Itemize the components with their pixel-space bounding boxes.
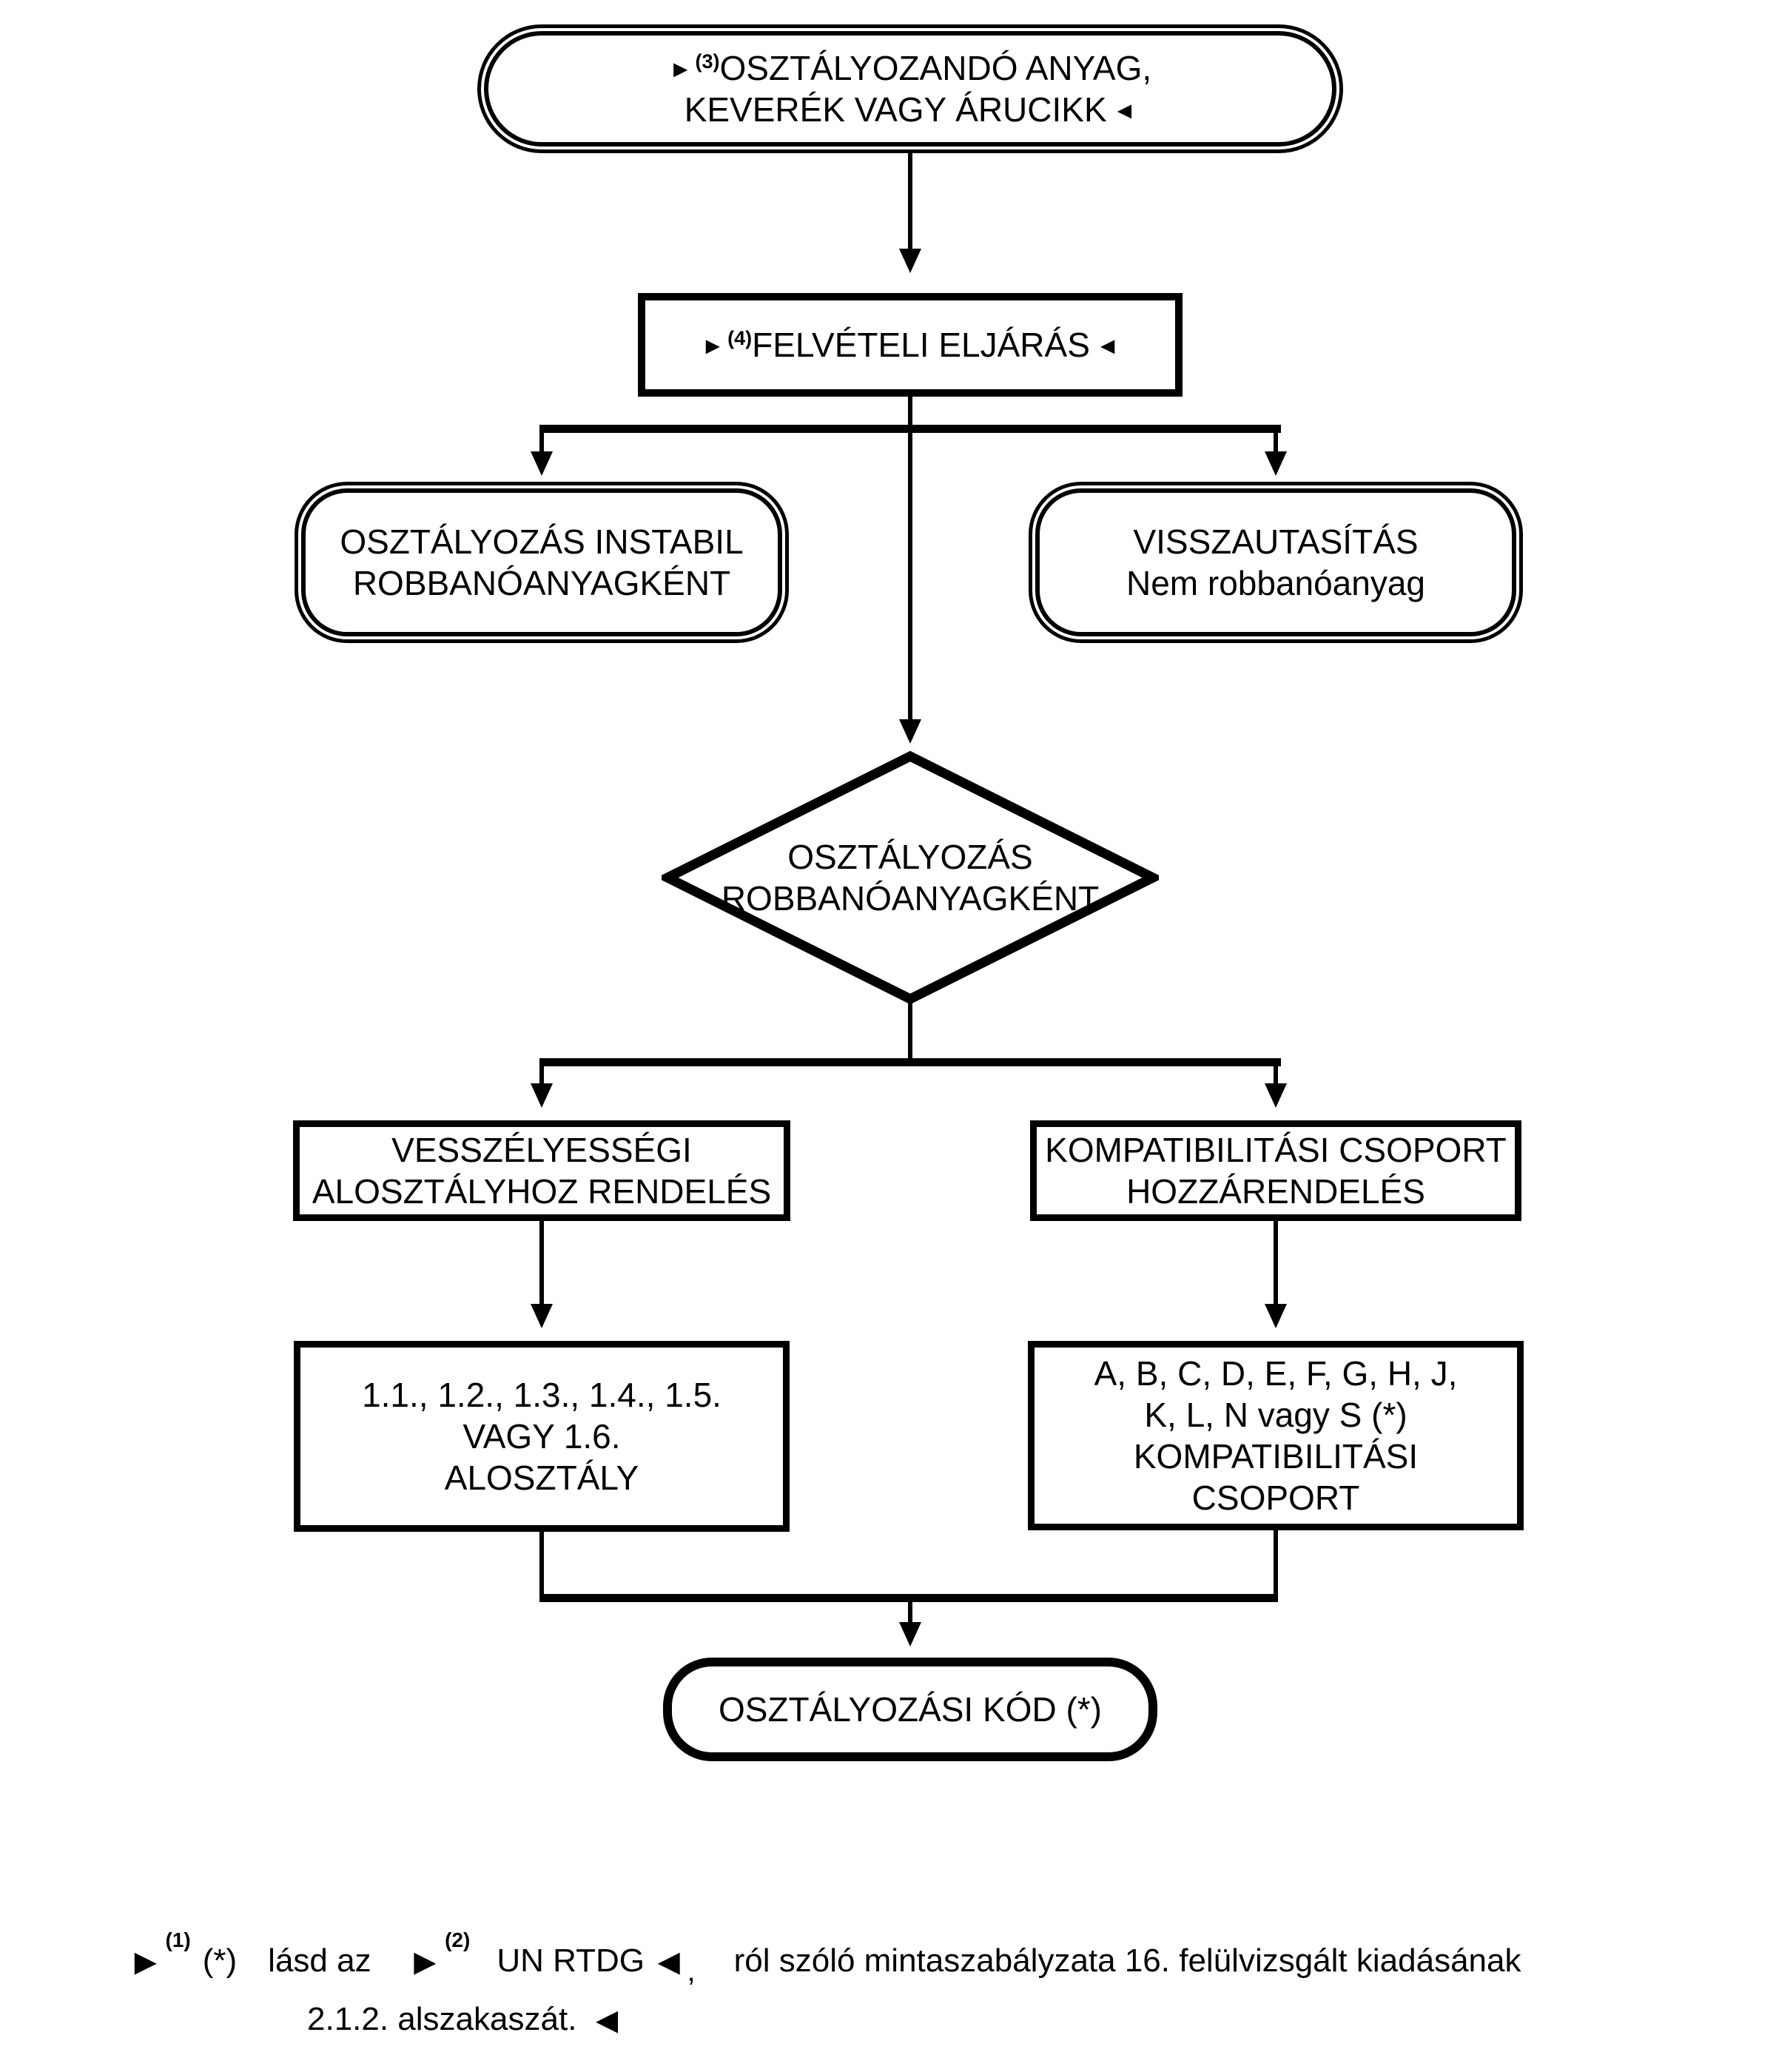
node-intake-line1: ► $^{(4)}$FELVÉTELI ELJÁRÁS ◄: [701, 325, 1120, 364]
pointer-left-icon: ◄: [1095, 332, 1120, 359]
connector-merge-left: [539, 1532, 544, 1601]
connector-decision-out: [908, 1000, 912, 1061]
node-start-terminal: [484, 31, 1336, 147]
arrowhead-down-icon: [531, 1304, 553, 1328]
connector-start-to-intake: [908, 147, 912, 250]
node-decision-explosive: [662, 750, 1159, 1005]
node-classification-code: OSZTÁLYOZÁSI KÓD (*): [663, 1658, 1157, 1761]
connector-compat-to-group: [1274, 1221, 1278, 1305]
connector-branch1-left: [539, 432, 544, 453]
node-unstable-classification: OSZTÁLYOZÁS INSTABIL ROBBANÓANYAGKÉNT: [301, 488, 782, 636]
arrowhead-down-icon: [899, 1622, 921, 1646]
pointer-left-icon: ◄: [588, 1999, 625, 2041]
arrowhead-down-icon: [899, 249, 921, 273]
node-start-line2: KEVERÉK VAGY ÁRUCIKK ◄: [684, 90, 1137, 129]
arrowhead-down-icon: [1265, 451, 1287, 476]
footnote-line1: ► (1) (*) lásd az ► (2) UN RTDG ◄ , ról szóló mintaszabályzata 16. felülvizsgált kiadásának: [127, 1928, 1521, 1988]
pointer-left-icon: ◄: [650, 1941, 687, 1982]
footnote-ref-4: (4): [727, 326, 753, 349]
connector-intake-to-decision: [908, 397, 912, 721]
footnote-ref-2: (2): [445, 1928, 471, 1951]
arrowhead-down-icon: [1265, 1304, 1287, 1328]
connector-merge-right: [1274, 1530, 1278, 1601]
node-rejection: VISSZAUTASÍTÁS Nem robbanóanyag: [1035, 488, 1516, 636]
node-decision-text: OSZTÁLYOZÁS ROBBANÓANYAGKÉNT: [721, 837, 1100, 918]
pointer-right-icon: ►: [127, 1941, 164, 1982]
connector-branch1-right: [1274, 432, 1278, 453]
pointer-right-icon: ►: [668, 55, 693, 82]
connector-branch2-left: [539, 1066, 544, 1085]
pointer-right-icon: ►: [406, 1941, 444, 1982]
footnote-line2: 2.1.2. alszakaszát. ◄: [307, 1999, 625, 2041]
footnote-star: (*): [202, 1942, 238, 1979]
node-intake-process: [638, 293, 1183, 397]
arrowhead-down-icon: [531, 1083, 553, 1108]
connector-merge-to-code: [908, 1601, 912, 1624]
connector-branch2-horizontal: [539, 1058, 1281, 1066]
connector-branch1-horizontal: [539, 425, 1281, 433]
connector-hazard-to-division: [539, 1221, 544, 1305]
pointer-left-icon: ◄: [1112, 97, 1137, 124]
footnote: [127, 1927, 1521, 2041]
node-hazard-division-assignment: VESSZÉLYESSÉGI ALOSZTÁLYHOZ RENDELÉS: [293, 1120, 790, 1221]
arrowhead-down-icon: [899, 719, 921, 744]
node-start-line1: ► $^{(3)}$OSZTÁLYOZANDÓ ANYAG,: [668, 48, 1152, 87]
connector-branch2-right: [1274, 1066, 1278, 1085]
footnote-ref-3: (3): [695, 50, 720, 73]
node-compatibility-group-assignment: KOMPATIBILITÁSI CSOPORT HOZZÁRENDELÉS: [1030, 1120, 1521, 1221]
arrowhead-down-icon: [1265, 1083, 1287, 1108]
footnote-ref-1: (1): [165, 1928, 191, 1951]
pointer-right-icon: ►: [701, 332, 725, 359]
node-compatibility-group-list: A, B, C, D, E, F, G, H, J, K, L, N vagy S (*) KOMPATIBILITÁSI CSOPORT: [1028, 1341, 1524, 1530]
arrowhead-down-icon: [531, 451, 553, 476]
node-division-list: 1.1., 1.2., 1.3., 1.4., 1.5. VAGY 1.6. ALOSZTÁLY: [294, 1341, 790, 1532]
